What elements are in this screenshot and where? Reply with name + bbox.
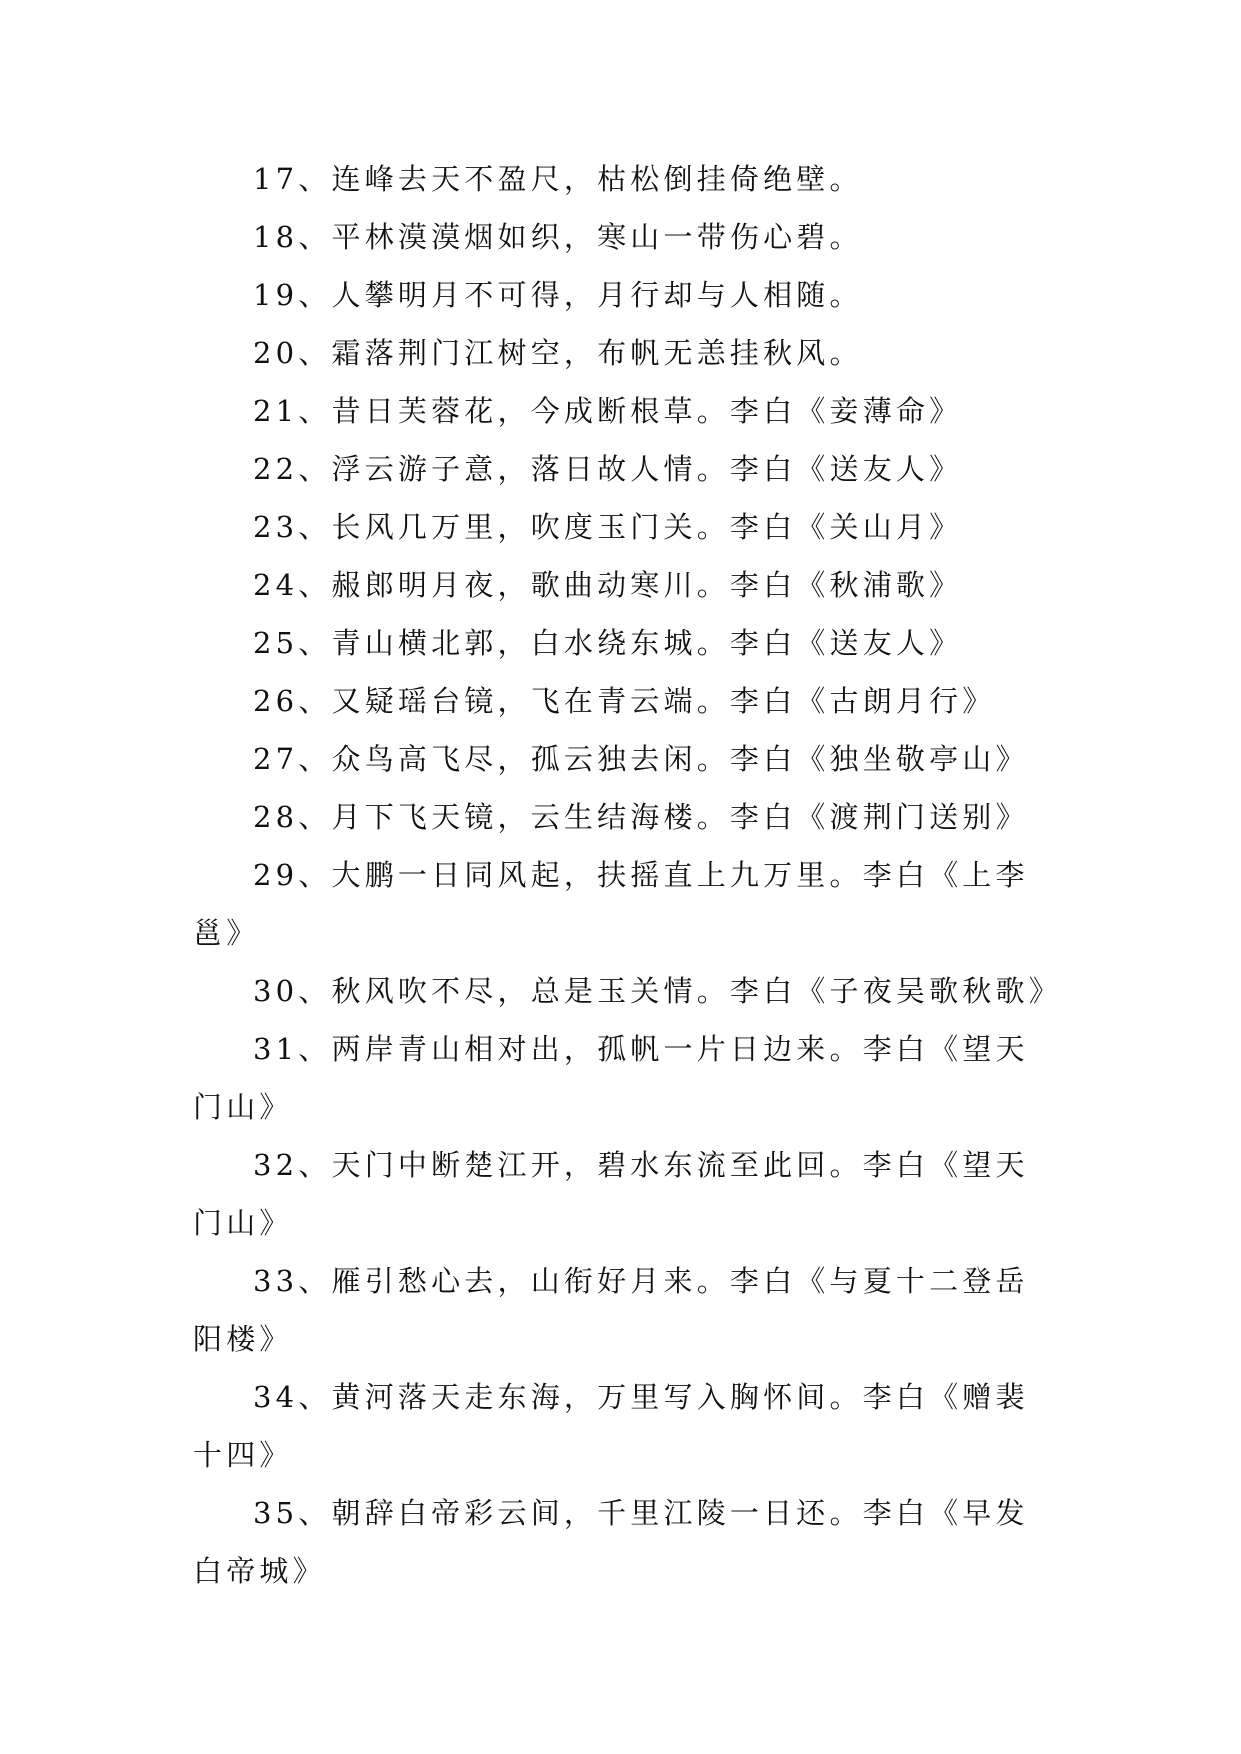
- poem-line-25: 25、青山横北郭，白水绕东城。李白《送友人》: [253, 626, 963, 660]
- poem-line-31: 31、两岸青山相对出，孤帆一片日边来。李白《望天门山》: [193, 1032, 1029, 1124]
- poem-line-21: 21、昔日芙蓉花，今成断根草。李白《妾薄命》: [253, 394, 963, 428]
- poem-line-22: 22、浮云游子意，落日故人情。李白《送友人》: [253, 452, 963, 486]
- poem-line-24: 24、赧郎明月夜，歌曲动寒川。李白《秋浦歌》: [253, 568, 963, 602]
- poem-line-35: 35、朝辞白帝彩云间，千里江陵一日还。李白《早发白帝城》: [193, 1496, 1029, 1588]
- poem-line-20: 20、霜落荆门江树空，布帆无恙挂秋风。: [253, 336, 863, 370]
- poem-line-17: 17、连峰去天不盈尺，枯松倒挂倚绝壁。: [253, 162, 863, 196]
- poem-list: [193, 150, 1062, 1600]
- poem-line-33: 33、雁引愁心去，山衔好月来。李白《与夏十二登岳阳楼》: [193, 1264, 1029, 1356]
- poem-line-19: 19、人攀明月不可得，月行却与人相随。: [253, 278, 863, 312]
- poem-line-28: 28、月下飞天镜，云生结海楼。李白《渡荆门送别》: [253, 800, 1029, 834]
- poem-line-26: 26、又疑瑶台镜，飞在青云端。李白《古朗月行》: [253, 684, 996, 718]
- poem-line-27: 27、众鸟高飞尽，孤云独去闲。李白《独坐敬亭山》: [253, 742, 1029, 776]
- poem-line-29: 29、大鹏一日同风起，扶摇直上九万里。李白《上李邕》: [193, 858, 1029, 950]
- poem-line-23: 23、长风几万里，吹度玉门关。李白《关山月》: [253, 510, 963, 544]
- poem-line-30: 30、秋风吹不尽，总是玉关情。李白《子夜吴歌秋歌》: [253, 974, 1062, 1008]
- poem-line-32: 32、天门中断楚江开，碧水东流至此回。李白《望天门山》: [193, 1148, 1029, 1240]
- poem-line-18: 18、平林漠漠烟如织，寒山一带伤心碧。: [253, 220, 863, 254]
- poem-line-34: 34、黄河落天走东海，万里写入胸怀间。李白《赠裴十四》: [193, 1380, 1029, 1472]
